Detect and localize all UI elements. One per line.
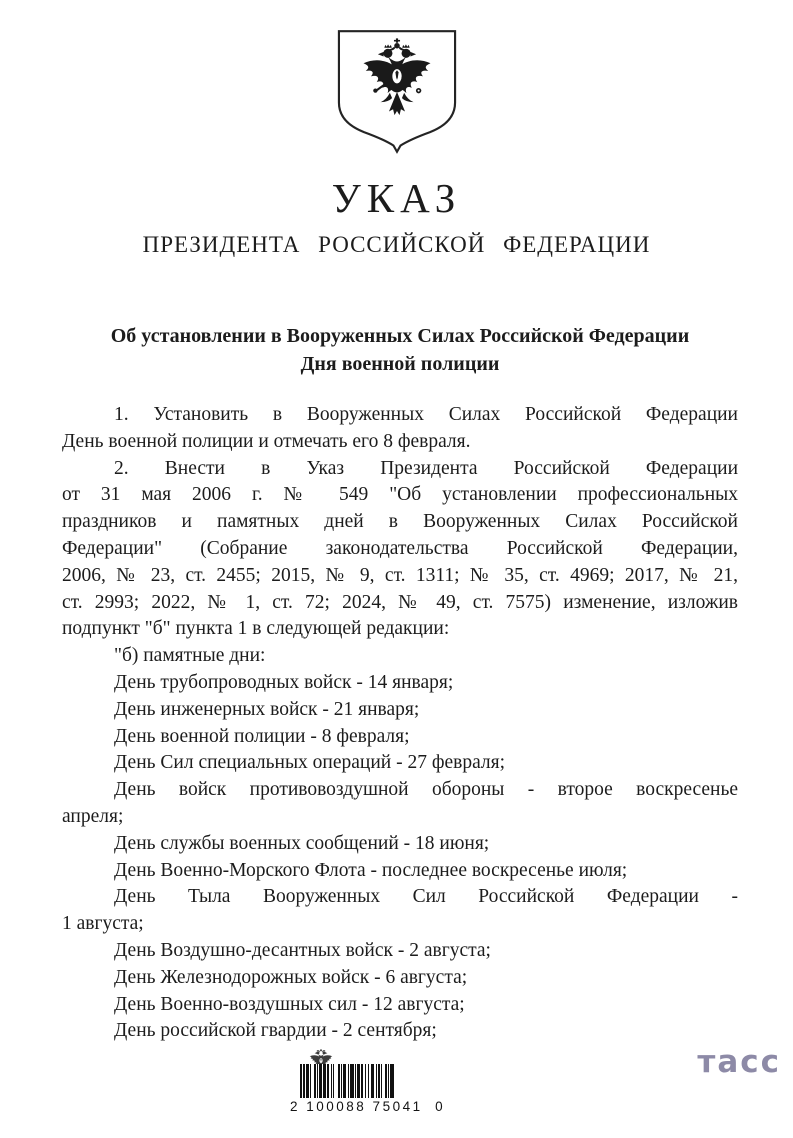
body-paragraph: День военной полиции - 8 февраля;: [114, 725, 410, 747]
decree-subtitle: ПРЕЗИДЕНТА РОССИЙСКОЙ ФЕДЕРАЦИИ: [142, 232, 651, 257]
decree-title: УКАЗ: [331, 175, 462, 221]
mini-eagle-icon: [308, 1049, 334, 1064]
body-paragraph: День инженерных войск - 21 января;: [114, 698, 420, 720]
body-paragraph: День Воздушно-десантных войск - 2 августа;: [114, 939, 491, 961]
body-paragraph: "б) памятные дни:: [114, 645, 266, 667]
body-paragraph: День трубопроводных войск - 14 января;: [114, 671, 454, 693]
barcode-digits: 2 100088 75041 0: [290, 1099, 446, 1114]
decree-body: [62, 402, 738, 1045]
body-paragraph: 1. Установить в Вооруженных Силах Российской Федерации День военной полиции и отмечать его 8 февраля.: [62, 404, 738, 452]
barcode-bars: [300, 1064, 395, 1098]
subject-heading: [62, 323, 738, 378]
body-paragraph: День Тыла Вооруженных Сил Российской Федерации - 1 августа;: [62, 886, 738, 935]
russian-coat-of-arms-icon: [329, 24, 465, 158]
tass-watermark: тасс: [697, 1044, 781, 1080]
subject-line-2: Дня военной полиции: [300, 352, 500, 375]
body-paragraph: День Сил специальных операций - 27 февраля;: [114, 752, 506, 774]
body-paragraph: День российской гвардии - 2 сентября;: [114, 1020, 437, 1042]
body-paragraph: День Железнодорожных войск - 6 августа;: [114, 966, 468, 988]
body-paragraph: День Военно-воздушных сил - 12 августа;: [114, 993, 465, 1015]
body-paragraph: День службы военных сообщений - 18 июня;: [114, 832, 490, 854]
subject-line-1: Об установлении в Вооруженных Силах Российской Федерации: [110, 325, 690, 347]
body-paragraph: День Военно-Морского Флота - последнее воскресенье июля;: [114, 859, 628, 881]
body-paragraph: День войск противовоздушной обороны - второе воскресенье апреля;: [62, 779, 738, 827]
body-paragraph: 2. Внести в Указ Президента Российской Федерации от 31 мая 2006 г. № 549 "Об установлении профессиональных праздников и памятных дней в Вооруженных Силах Российской Федерации" (Собрание законодательства Российской Федерации, 2006, № 23, ст. 2455; 2015, № 9, ст. 1311; № 35, ст. 4969; 2017, № 21, ст. 2993; 2022, № 1, ст. 72; 2024, № 49, ст. 7575) изменение, изложив подпункт "б" пункта 1 в следующей редакции:: [62, 457, 738, 640]
